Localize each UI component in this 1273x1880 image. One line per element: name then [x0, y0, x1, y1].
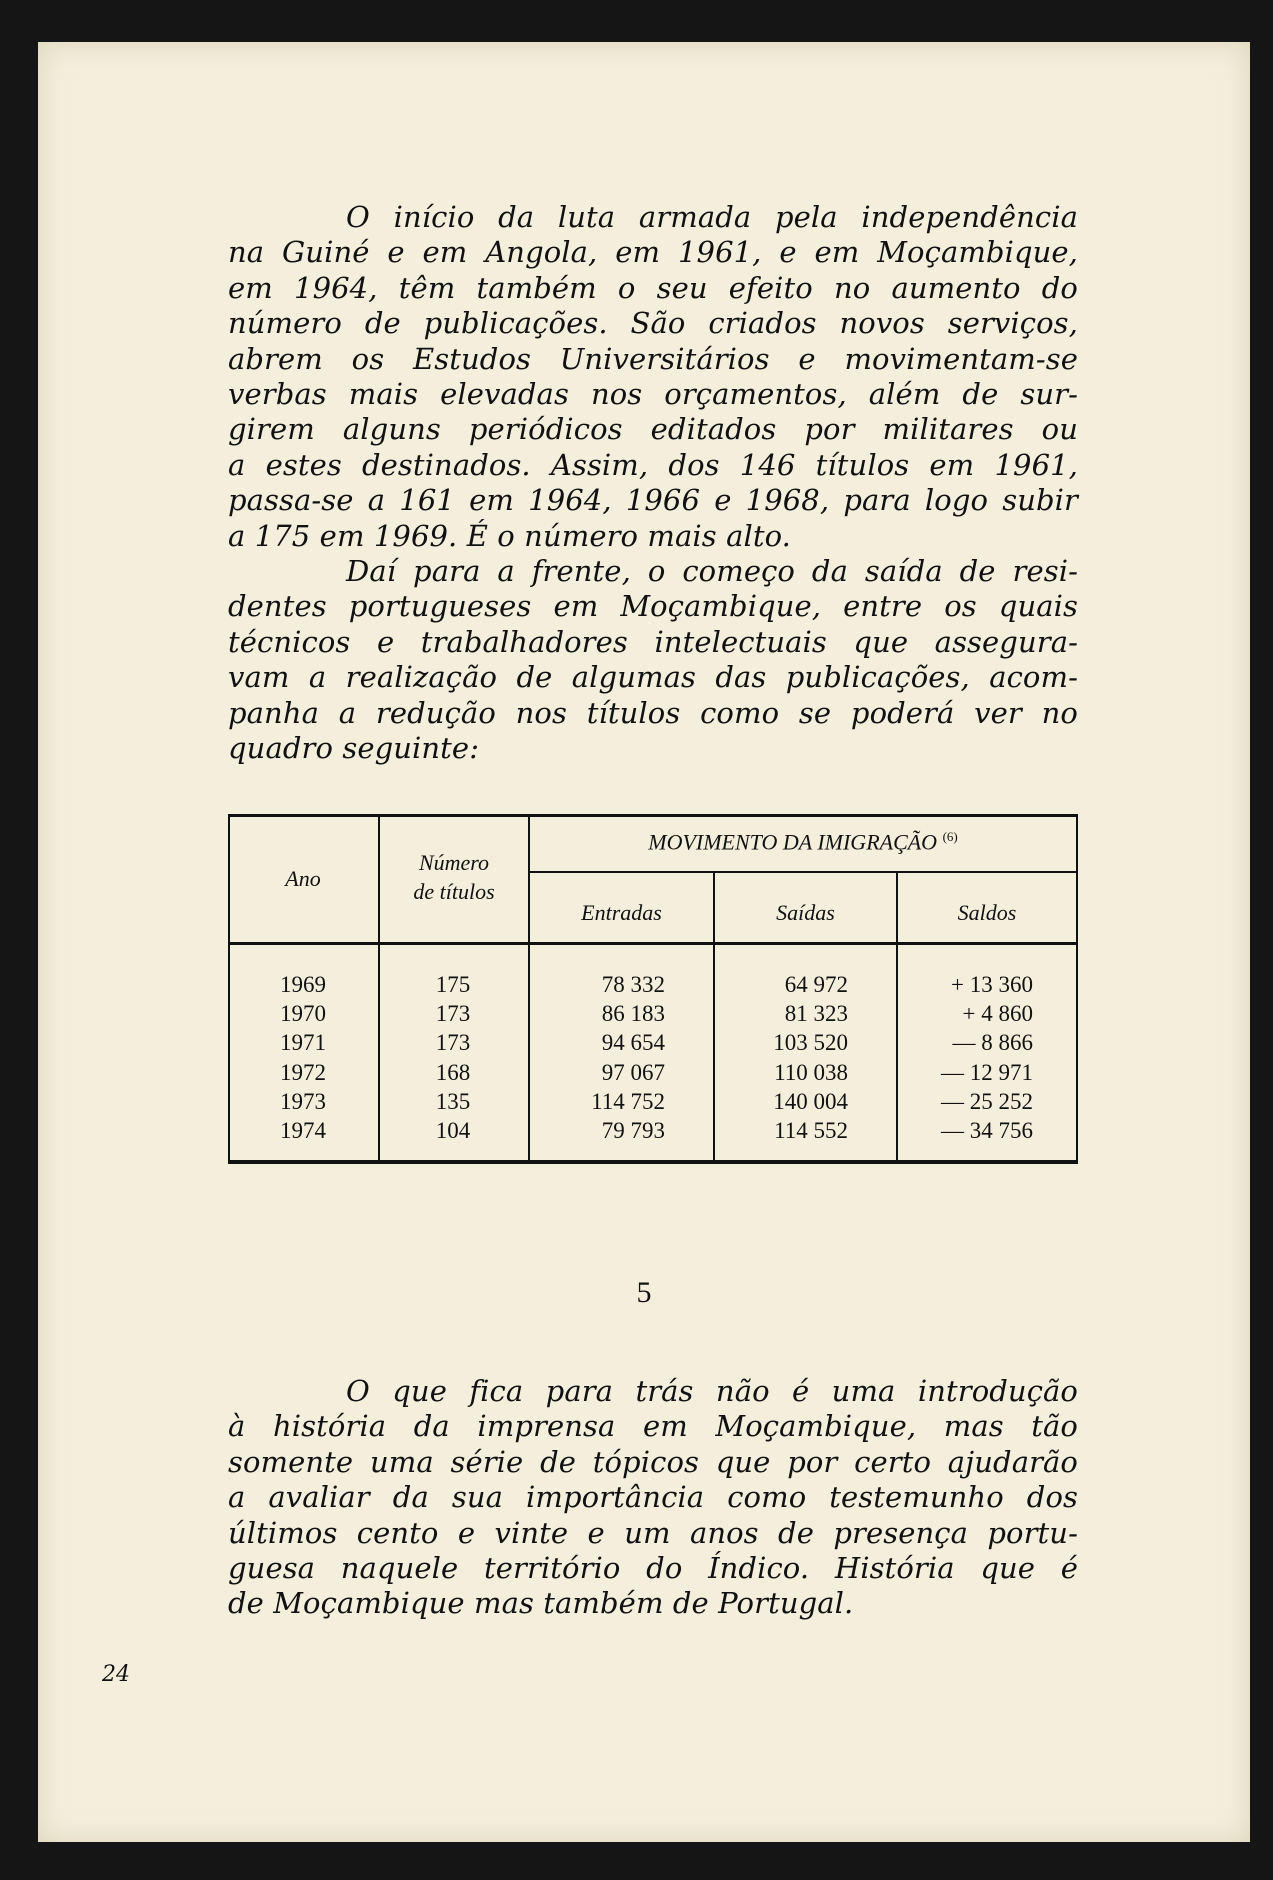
text-line: Daí para a frente, o começo da saída de resi- — [346, 554, 1078, 589]
cell-titulos: 173 — [435, 1030, 471, 1056]
cell-saldo: — 12 971 — [941, 1059, 1033, 1085]
cell-titulos: 175 — [435, 972, 471, 997]
header-ano: Ano — [285, 866, 321, 891]
text-line: abrem os Estudos Universitários e movimentam-se — [228, 341, 1078, 376]
cell-saidas: 81 323 — [784, 1001, 848, 1027]
paragraph-armed-struggle — [228, 200, 1078, 767]
cell-saidas: 110 038 — [774, 1059, 848, 1085]
table-bottom-rule — [228, 1160, 1078, 1164]
text-line: guesa naquele território do Índico. História que é — [228, 1551, 1078, 1586]
text-line: a avaliar da sua importância como testemunho dos — [228, 1480, 1078, 1515]
text-line: passa-se a 161 em 1964, 1966 e 1968, para logo subir — [228, 483, 1078, 518]
page-number: 24 — [102, 1662, 130, 1687]
cell-titulos: 168 — [435, 1059, 471, 1085]
cell-entradas: 86 183 — [601, 1001, 665, 1027]
text-line: número de publicações. São criados novos serviços, — [228, 306, 1078, 341]
text-line: quadro seguinte: — [228, 731, 480, 766]
cell-ano: 1974 — [280, 1118, 326, 1144]
header-saldos: Saldos — [957, 900, 1017, 925]
text-line: verbas mais elevadas nos orçamentos, além de sur- — [228, 377, 1078, 412]
column-saldos — [903, 970, 1033, 1145]
cell-ano: 1969 — [280, 972, 326, 997]
cell-ano: 1971 — [280, 1030, 326, 1056]
header-saidas: Saídas — [776, 900, 835, 925]
text-line: O que fica para trás não é uma introdução — [346, 1374, 1078, 1408]
cell-entradas: 114 752 — [591, 1088, 665, 1114]
text-line: de Moçambique mas também de Portugal. — [228, 1586, 854, 1621]
paragraph-conclusion — [228, 1374, 1078, 1622]
text-line: à história da imprensa em Moçambique, mas tão — [228, 1409, 1078, 1444]
cell-ano: 1972 — [280, 1059, 326, 1085]
text-line: a estes destinados. Assim, dos 146 títulos em 1961, — [228, 447, 1078, 482]
text-line: panha a redução nos títulos como se poderá ver no — [228, 695, 1078, 730]
header-numero-line1: Número — [418, 850, 490, 875]
section-number: 5 — [636, 1276, 652, 1309]
text-line: dentes portugueses em Moçambique, entre os quais — [228, 589, 1078, 624]
header-numero-line2: de títulos — [413, 879, 495, 904]
group-header-rule — [528, 871, 1078, 873]
cell-saldo: + 13 360 — [951, 972, 1033, 997]
col-divider — [528, 814, 530, 1164]
cell-saldo: + 4 860 — [962, 1001, 1033, 1027]
cell-entradas: 78 332 — [601, 972, 665, 997]
column-ano — [258, 970, 348, 1145]
cell-saldo: — 34 756 — [941, 1118, 1033, 1144]
text-line: na Guiné e em Angola, em 1961, e em Moçambique, — [228, 235, 1078, 270]
text-line: técnicos e trabalhadores intelectuais que assegura- — [228, 624, 1078, 659]
header-entradas: Entradas — [581, 900, 662, 925]
immigration-table — [228, 814, 1078, 1164]
header-movimento — [530, 829, 1076, 855]
cell-titulos: 135 — [435, 1088, 471, 1114]
table-top-rule — [228, 814, 1078, 817]
text-line: em 1964, têm também o seu efeito no aumento do — [228, 270, 1078, 305]
text-line: O início da luta armada pela independência — [346, 200, 1078, 234]
cell-ano: 1973 — [280, 1088, 326, 1114]
table-right-rule — [1076, 814, 1078, 1164]
cell-entradas: 79 793 — [601, 1118, 665, 1144]
cell-entradas: 97 067 — [601, 1059, 665, 1085]
book-page — [38, 42, 1250, 1842]
cell-titulos: 104 — [435, 1118, 471, 1144]
cell-saidas: 64 972 — [784, 972, 848, 997]
column-saidas — [723, 970, 848, 1145]
cell-saidas: 103 520 — [773, 1030, 848, 1056]
cell-ano: 1970 — [280, 1001, 326, 1027]
cell-saidas: 114 552 — [774, 1118, 848, 1144]
text-line: a 175 em 1969. É o número mais alto. — [228, 518, 791, 553]
table-header-rule — [228, 942, 1078, 945]
cell-entradas: 94 654 — [601, 1030, 665, 1056]
cell-saldo: — 25 252 — [941, 1088, 1033, 1114]
header-numero — [380, 848, 528, 906]
cell-saldo: — 8 866 — [952, 1030, 1033, 1056]
column-titulos — [408, 970, 498, 1145]
footnote-ref: (6) — [942, 829, 958, 844]
text-line: somente uma série de tópicos que por certo ajudarão — [228, 1444, 1078, 1479]
cell-saidas: 140 004 — [773, 1088, 848, 1114]
text-line: vam a realização de algumas das publicações, acom- — [228, 660, 1078, 695]
text-line: girem alguns periódicos editados por militares ou — [228, 412, 1078, 447]
column-entradas — [538, 970, 665, 1145]
text-line: últimos cento e vinte e um anos de presença portu- — [228, 1515, 1078, 1550]
cell-titulos: 173 — [435, 1001, 471, 1027]
header-movimento-label: MOVIMENTO DA IMIGRAÇÃO — [648, 829, 938, 855]
